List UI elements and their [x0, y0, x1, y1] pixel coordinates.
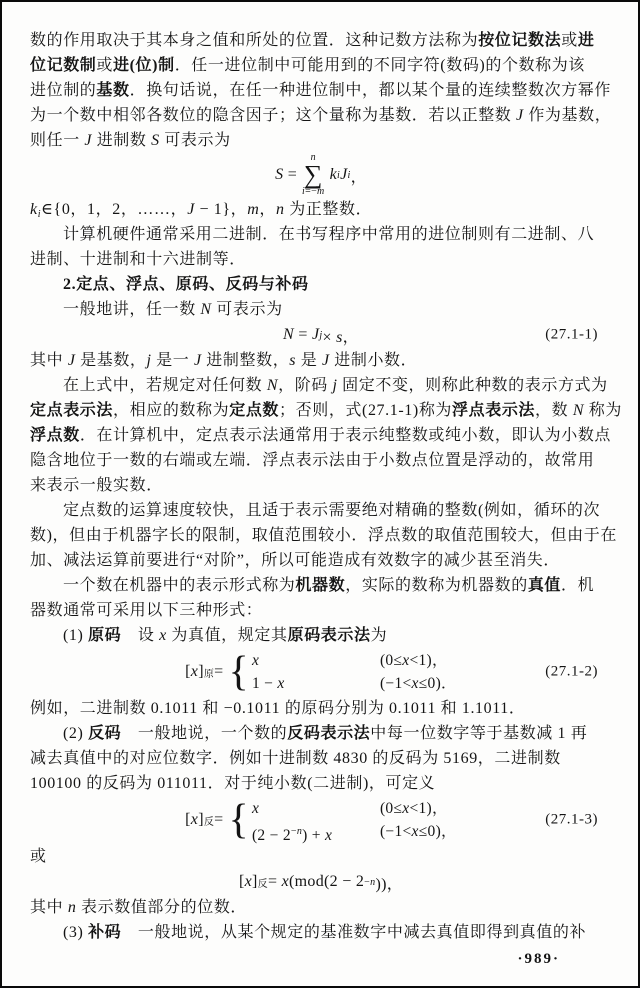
section-heading: [30, 272, 612, 297]
text-line: [30, 548, 612, 573]
text-segment: 100100 的反码为 011011．对于纯小数(二进制)，可定义: [30, 775, 436, 792]
text-segment: 中每一位数字等于基数减 1 再: [370, 725, 588, 742]
bold-term: 原码: [88, 627, 122, 644]
text-segment: 加、减法运算前要进行“对阶”，所以可能造成有效数字的减少甚至消失．: [30, 552, 561, 569]
text-segment: ∈{0，1，2，……，J − 1}，m，n 为正整数．: [41, 201, 373, 218]
text-line: [30, 473, 612, 498]
text-segment: 数)，但由于机器字长的限制，取值范围较小．浮点数的取值范围较大，但由于在: [30, 527, 617, 544]
math-superscript: i: [347, 169, 351, 181]
text-line: [30, 128, 612, 153]
math-subscript: 原: [203, 668, 215, 680]
text-segment: ．任一进位制中可能用到的不同字符(数码)的个数称为该: [174, 57, 585, 74]
text-segment: 一般地讲，任一数 N 可表示为: [63, 301, 283, 318]
sum-lower-limit: i=−m: [302, 186, 325, 197]
math-subscript: i: [37, 209, 42, 220]
bold-term: 机器数: [295, 577, 346, 594]
text-line: [30, 523, 617, 548]
text-segment: 或: [30, 848, 47, 865]
text-line: [30, 895, 612, 920]
math-body: × s，: [322, 328, 359, 346]
math-subscript: 反: [257, 878, 268, 890]
text-segment: 来表示一般实数．: [30, 477, 163, 494]
text-line: [30, 598, 612, 623]
cases-rows: [252, 797, 457, 843]
text-line: [30, 423, 612, 448]
case-row: [252, 820, 457, 843]
math-body: ))，: [375, 875, 403, 893]
text-line: [30, 721, 612, 746]
bold-term: 原码表示法: [287, 627, 371, 644]
formula-mod: [30, 869, 612, 895]
text-segment: 数的作用取决于其本身之值和所处的位置．这种记数方法称为: [30, 32, 479, 49]
text-segment: ．机: [561, 577, 595, 594]
text-line: [30, 498, 612, 523]
text-segment: 一般地说，从某个规定的基准数字中减去真值即得到真值的补: [121, 924, 587, 941]
math-lhs: [x]: [185, 811, 204, 828]
text-segment: ．换句话说，在任一种进位制中，都以某个量的连续整数次方幂作: [129, 82, 612, 99]
text-line: [30, 696, 612, 721]
bold-term: 位记数制: [30, 57, 97, 74]
math-superscript: −n: [364, 876, 376, 888]
text-line: [30, 53, 612, 78]
case-condition: (−1<x≤0)，: [379, 823, 457, 840]
text-segment: 或: [561, 32, 578, 49]
bold-term: 反码: [88, 725, 122, 742]
text-line: [30, 771, 612, 796]
text-line: [30, 623, 612, 648]
text-segment: 或: [96, 57, 114, 74]
case-condition: (0≤x<1)，: [379, 800, 448, 817]
mod-operator: mod: [294, 873, 325, 890]
math-var: k: [30, 201, 38, 218]
math-body: = x(: [267, 873, 295, 890]
text-segment: 则任一 J 进制数 S 可表示为: [30, 132, 231, 149]
text-segment: ，实际的数称为机器数的: [345, 577, 528, 594]
text-segment: 一个数在机器中的表示形式称为: [63, 577, 296, 594]
text-line: [30, 348, 612, 373]
sigma-symbol: ∑: [303, 160, 323, 189]
text-segment: 减去真值中的对应位数字．例如十进制数 4830 的反码为 5169，二进制数: [30, 750, 561, 767]
formula-sum: [30, 153, 612, 197]
math-superscript: −n: [290, 826, 303, 837]
text-segment: 定点数的运算速度较快，且适于表示需要绝对精确的整数(例如，循环的次: [63, 502, 601, 519]
case-row: [252, 797, 457, 820]
case-row: [252, 672, 457, 695]
math-var: J: [340, 166, 348, 183]
formula-27-1-2: [30, 648, 612, 696]
math-superscript: j: [319, 329, 323, 341]
math-body: (2 − 2: [324, 873, 365, 890]
text-line: [30, 398, 622, 423]
equation-number: (27.1-3): [545, 811, 598, 828]
list-marker: (1): [63, 627, 89, 644]
text-line: [30, 103, 612, 128]
cases-brace: {: [228, 649, 249, 695]
text-line: [30, 28, 612, 53]
text-line: [30, 573, 612, 598]
math-punct: ，: [350, 168, 367, 186]
text-line: [30, 844, 612, 869]
cases-rows: [252, 649, 457, 695]
text-line: [30, 746, 612, 771]
math-subscript: i: [336, 169, 341, 181]
list-marker: (2): [63, 725, 89, 742]
text-line: [30, 197, 612, 222]
bold-term: 进: [577, 32, 595, 49]
math-lhs: [x]: [185, 663, 204, 680]
text-line: [30, 920, 612, 945]
bold-term: 按位记数法: [478, 32, 562, 49]
bold-term: 定点表示法: [30, 402, 114, 419]
formula-27-1-3: [30, 796, 612, 844]
bold-term: 浮点表示法: [452, 402, 536, 419]
math-lhs: S =: [275, 166, 298, 183]
text-line: [30, 448, 612, 473]
text-segment: 一般地说，一个数的: [121, 725, 288, 742]
bold-term: 基数: [96, 82, 130, 99]
text-segment: 隐含地位于一数的右端或左端．浮点表示法由于小数点位置是浮动的，故常用: [30, 452, 595, 469]
bold-term: 定点数: [229, 402, 280, 419]
text-segment: 为: [370, 627, 388, 644]
text-line: [30, 78, 612, 103]
case-expression: [252, 820, 380, 843]
math-subscript: 反: [203, 816, 215, 828]
text-line: [30, 247, 612, 272]
math-var: k: [329, 166, 337, 183]
text-segment: ．在计算机中，定点表示法通常用于表示纯整数或纯小数，即认为小数点: [79, 427, 612, 444]
bold-term: 反码表示法: [287, 725, 371, 742]
math-body: N = J: [283, 326, 320, 343]
text-line: [30, 297, 612, 322]
case-expression: 1 − x: [251, 675, 285, 692]
sum-upper-limit: n: [310, 152, 316, 163]
equation-number: (27.1-2): [545, 663, 598, 680]
case-expression: x: [251, 800, 260, 817]
math-lhs: [x]: [238, 873, 258, 890]
text-segment: 计算机硬件通常采用二进制．在书写程序中常用的进位制则有二进制、八: [63, 226, 595, 243]
page-number: ·989·: [517, 951, 560, 967]
case-expression: x: [251, 652, 260, 669]
heading-text: 2.定点、浮点、原码、反码与补码: [63, 276, 309, 293]
math-body: (2 − 2: [251, 827, 291, 844]
case-row: [252, 649, 457, 672]
list-marker: (3): [63, 924, 89, 941]
text-segment: 例如，二进制数 0.1011 和 −0.1011 的原码分别为 0.1011 和 1.1011．: [30, 700, 526, 717]
math-equals: =: [214, 663, 224, 680]
text-segment: 器数通常可采用以下三种形式：: [30, 602, 263, 619]
text-segment: 其中 J 是基数，j 是一 J 进制整数，s 是 J 进制小数．: [30, 352, 418, 369]
bold-term: 浮点数: [30, 427, 80, 444]
formula-27-1-1: [30, 322, 612, 348]
bold-term: 真值: [527, 577, 562, 594]
text-segment: 在上式中，若规定对任何数 N，阶码 j 固定不变，则称此种数的表示方式为: [63, 377, 608, 394]
summation-sigma: [302, 153, 325, 197]
text-segment: 其中 n 表示数值部分的位数．: [30, 899, 248, 916]
text-line: [30, 222, 612, 247]
case-condition: (−1<x≤0)．: [379, 675, 457, 692]
math-body: ) + x: [302, 827, 333, 844]
cases-brace: {: [228, 797, 249, 843]
text-segment: 进位制的: [30, 82, 97, 99]
text-segment: 进制、十进制和十六进制等．: [30, 251, 246, 268]
equation-number: (27.1-1): [545, 326, 598, 343]
math-equals: =: [214, 811, 224, 828]
bold-term: 进(位)制: [113, 57, 175, 74]
bold-term: 补码: [88, 924, 122, 941]
text-segment: ；否则，式(27.1-1)称为: [279, 402, 453, 419]
text-segment: 为一个数中相邻各数位的隐含因子；这个量称为基数．若以正整数 J 作为基数，: [30, 107, 612, 124]
text-segment: 设 x 为真值，规定其: [121, 627, 288, 644]
text-line: [30, 373, 612, 398]
text-segment: ，数 N 称为: [535, 402, 622, 419]
page-body: [2, 2, 638, 945]
text-segment: ，相应的数称为: [113, 402, 230, 419]
case-condition: (0≤x<1)，: [379, 652, 448, 669]
